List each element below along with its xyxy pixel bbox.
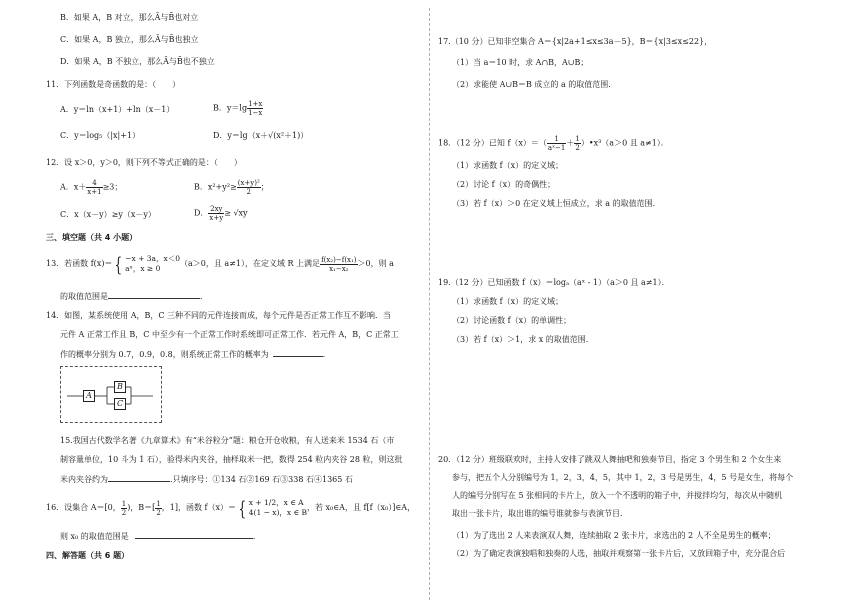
q18-part-1: （1）求函数 f（x）的定义域；	[452, 161, 564, 170]
fraction-numerator: 1	[547, 135, 566, 144]
q14-line-1: 14．如图，某系统使用 A，B，C 三种不同的元件连接而成，每个元件是否正常工作互不影响．当	[46, 311, 392, 320]
q13-stem	[46, 254, 394, 274]
q12-option-b	[194, 179, 269, 196]
q14-line-3-text: 作的概率分别为 0.7，0.9，0.8，则系统正常工作的概率为	[60, 350, 269, 359]
q18-prefix: 18．（12 分）已知 f（x）＝（	[438, 138, 547, 148]
fraction-denominator: aˣ−1	[547, 144, 566, 152]
fraction-denominator: x+y	[209, 214, 224, 222]
q12-stem: 12．设 x＞0，y＞0，则下列不等式正确的是：（ ）	[46, 158, 242, 167]
q13-end: ．	[200, 292, 208, 301]
q15-options: .只填序号：①134 石②169 石③338 石④1365 石	[170, 475, 353, 484]
q13-line-2	[60, 290, 208, 302]
q20-line-2: 参与，把五个人分别编号为 1，2，3，4，5，其中 1，2，3 号是男生，4，5 号是女生，将每个	[452, 473, 794, 482]
q13-middle: （a＞0，且 a≠1），在定义域 R 上满足	[179, 259, 321, 268]
q13-fraction	[320, 256, 357, 273]
q19-stem: 19.（12 分）已知函数 f（x）＝logₐ（aˣ - 1）（a＞0 且 a≠1）．	[438, 278, 670, 287]
q17-part-1: （1）当 a＝10 时，求 A∩B，A∪B；	[452, 58, 589, 67]
q11-option-b-fraction	[247, 100, 263, 117]
fraction-numerator: f(x₂)−f(x₁)	[321, 255, 357, 264]
q18-stem	[438, 135, 669, 152]
q20-line-1: 20．（12 分）班级联欢时，主持人安排了跳双人舞抽吧和独奏节目，指定 3 个男生和 2 个女生来	[438, 455, 782, 464]
q16-middle-2: ，1]，函数 f（x）＝	[161, 503, 237, 512]
q11-option-a: A．y＝ln（x+1）+ln（x－1）	[60, 105, 175, 114]
q11-option-d: D．y＝lg（x＋√(x²＋1)）	[213, 131, 309, 140]
left-brace-icon: {	[238, 496, 247, 520]
fraction-numerator: 1+x	[248, 100, 263, 108]
q16-suffix: ，若 x₀∈A，且 f[f（x₀）]∈A，	[307, 503, 416, 512]
q15-line-3	[60, 473, 353, 485]
fraction-denominator: 2	[156, 508, 161, 517]
q16-case-2: 4(1 − x)，x ∈ B	[248, 508, 307, 517]
fraction-denominator: 2	[121, 508, 127, 517]
answer-blank[interactable]	[108, 473, 170, 482]
fraction-numerator: 1	[156, 499, 161, 508]
fraction-numerator: 1	[121, 499, 127, 508]
q13-prefix: 13．若函数 f(x)＝	[46, 259, 113, 268]
q18-part-3: （3）若 f（x）＞0 在定义域上恒成立，求 a 的取值范围．	[452, 199, 661, 208]
fraction-numerator: (x+y)²	[237, 179, 260, 187]
q12-option-b-fraction	[237, 179, 261, 196]
q20-part-1: （1）为了选出 2 人来表演双人舞，连续抽取 2 张卡片，求选出的 2 人不全是男生的概率；	[452, 531, 776, 540]
q20-line-4: 取出一张卡片，取出谁的编号谁就参与表演节目．	[452, 509, 628, 518]
fraction-denominator: 2	[575, 144, 580, 152]
q15-line-2: 制容量单位，10 斗为 1 石），验得米内夹谷，抽样取米一把，数得 254 粒内夹谷 28 粒，则这批	[60, 455, 403, 464]
q18-plus: ＋	[566, 138, 575, 148]
q20-line-3: 人的编号分别写在 5 张相同的卡片上，放入一个不透明的箱子中，并搅拌均匀，每次从中随机	[452, 491, 783, 500]
section-4-heading: 四、解答题（共 6 题）	[46, 551, 130, 560]
q13-suffix: ＞0，则 a	[357, 259, 394, 268]
q12-option-d-suffix: ≥ √xy	[224, 208, 248, 218]
q10-option-d: D．如果 A，B 不独立，那么Ā与B̄也不独立	[60, 57, 215, 66]
q12-option-a	[60, 179, 122, 196]
q16-case-1: x + 1/2，x ∈ A	[248, 498, 304, 507]
q13-case-1: −x + 3a，x＜0	[125, 254, 180, 263]
q12-option-d-fraction	[208, 205, 224, 222]
fraction-denominator: x+1	[87, 188, 102, 196]
q18-part-2: （2）讨论 f（x）的奇偶性；	[452, 180, 556, 189]
q18-fraction-1	[547, 135, 566, 152]
q13-case-2: aˣ，x ≥ 0	[125, 264, 161, 273]
section-3-heading: 三、填空题（共 4 小题）	[46, 233, 138, 242]
q12-option-b-prefix: B．x²+y²≥	[194, 182, 237, 192]
q16-end: ．	[252, 532, 261, 541]
q11-option-c: C．y＝log₅（|x|+1）	[60, 131, 141, 140]
q14-end: ．	[322, 350, 331, 359]
fraction-denominator: x₁−x₂	[329, 264, 349, 273]
q14-line-3	[60, 348, 331, 360]
q16-cases	[249, 498, 307, 518]
q12-option-d	[194, 205, 248, 222]
fraction-denominator: 2	[246, 188, 251, 196]
q16-line-2-text: 则 x₀ 的取值范围是	[60, 532, 129, 541]
q16-middle-1: )，B＝[	[127, 503, 156, 512]
q19-part-1: （1）求函数 f（x）的定义域；	[452, 297, 564, 306]
fraction-numerator: 4	[86, 179, 102, 188]
q16-prefix: 16．设集合 A＝[0，	[46, 503, 121, 512]
q12-option-a-fraction	[86, 179, 102, 196]
answer-blank[interactable]	[273, 348, 323, 357]
component-b: B	[114, 381, 126, 393]
q16-stem	[46, 498, 415, 518]
q11-option-b-prefix: B．y＝lg	[213, 103, 248, 113]
q13-line-2-text: 的取值范围是	[60, 292, 108, 301]
answer-blank[interactable]	[108, 290, 200, 299]
answer-blank[interactable]	[135, 530, 253, 539]
q12-option-a-suffix: ≥3；	[102, 182, 123, 192]
component-a: A	[83, 390, 95, 402]
q12-option-d-prefix: D．	[194, 208, 209, 218]
q20-part-2: （2）为了确定表演独唱和独奏的人选，抽取并观察第一张卡片后，又放回箱子中，充分混合后	[452, 549, 786, 558]
fraction-denominator: 1−x	[248, 109, 263, 117]
column-divider	[429, 8, 430, 600]
q11-stem: 11．下列函数是奇函数的是：（ ）	[46, 80, 181, 89]
q19-part-2: （2）讨论函数 f（x）的单调性；	[452, 316, 572, 325]
fraction-numerator: 2xy	[210, 205, 223, 213]
q15-line-3-text: 米内夹谷约为	[60, 475, 108, 484]
circuit-wires	[61, 367, 161, 422]
q11-option-b	[213, 100, 263, 117]
left-brace-icon: {	[114, 252, 123, 276]
q15-line-1: 15.我国古代数学名著《九章算术》有“米谷粒分”题：粮仓开仓收粮，有人送来米 1534 石（市	[60, 436, 395, 445]
q10-option-b: B．如果 A，B 对立，那么Ā与B̄也对立	[60, 13, 199, 22]
q12-option-a-prefix: A．x＋	[60, 182, 87, 192]
q17-part-2: （2）求能使 A∪B＝B 成立的 a 的取值范围．	[452, 80, 617, 89]
q17-stem: 17.（10 分）已知非空集合 A＝{x|2a+1≤x≤3a－5}，B＝{x|3≤x≤22}，	[438, 37, 713, 46]
q19-part-3: （3）若 f（x）＞1，求 x 的取值范围．	[452, 335, 594, 344]
q10-option-c: C．如果 A，B 独立，那么Ā与B̄也独立	[60, 35, 199, 44]
q14-line-2: 元件 A 正常工作且 B，C 中至少有一个正常工作时系统即可正常工作．若元件 A，B，C 正常工	[60, 330, 399, 339]
q12-option-c: C．x（x－y）≥y（x－y）	[60, 210, 156, 219]
fraction-numerator: 1	[575, 135, 580, 143]
circuit-figure	[60, 366, 162, 423]
q16-line-2	[60, 530, 261, 542]
q12-option-b-suffix: ；	[260, 182, 269, 192]
component-c: C	[114, 398, 126, 410]
q13-cases	[125, 254, 180, 274]
q18-suffix: ）•x³（a＞0 且 a≠1）．	[580, 138, 669, 148]
